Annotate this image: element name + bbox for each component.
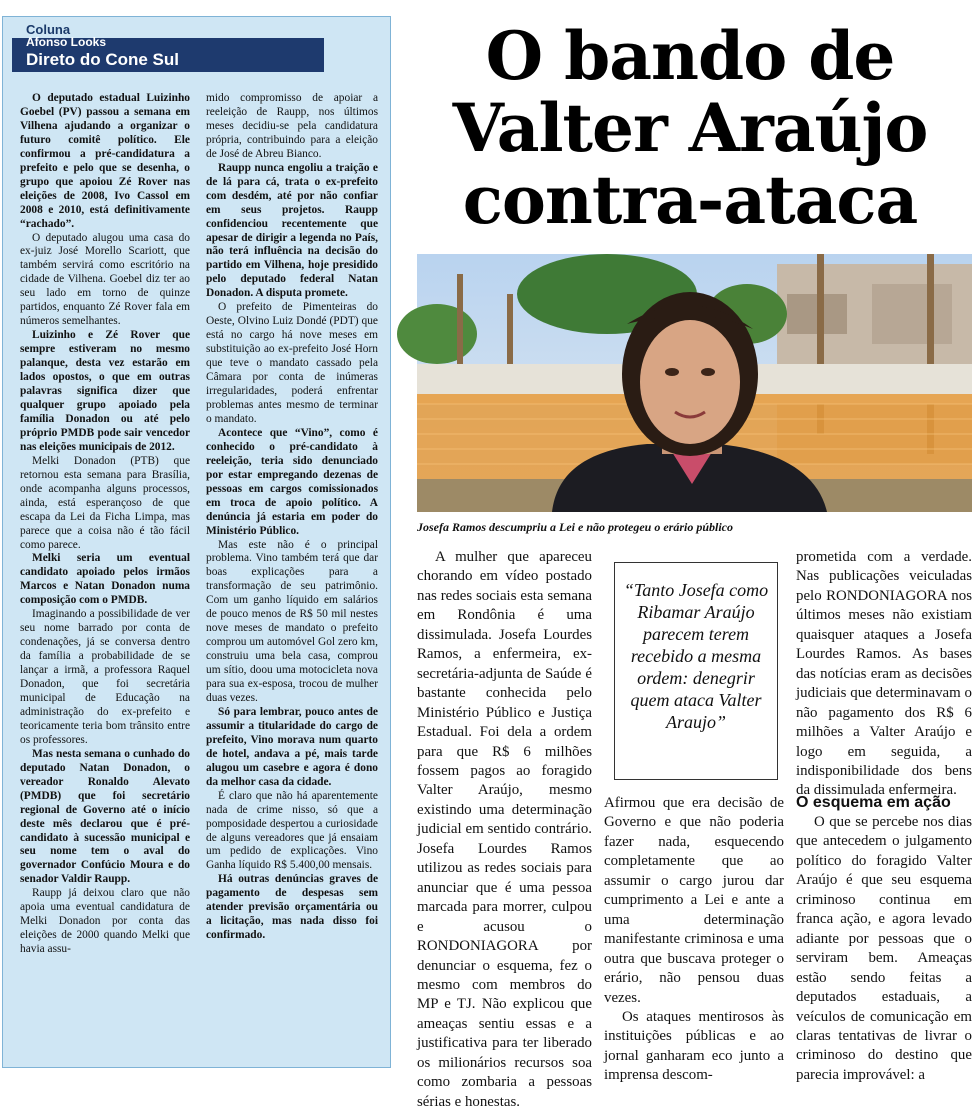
column-paragraph: Mas este não é o principal problema. Vino também terá que dar boas explicações para a transformação de seu patrimônio. Com um ganho líquido em salários de pouco menos de R$ 50 mil nestes nove meses de mandato o prefeito comprou um automóvel Gol zero km, construiu uma bela casa, comprou um sítio, doou uma motocicleta nova para sua ex-esposa, trocou de mulher duas vezes. — [206, 538, 378, 704]
article-paragraph: A mulher que apareceu chorando em vídeo postado nas redes sociais esta semana em Rondônia é uma dissimulada. Josefa Lourdes Ramos, a enfermeira, ex-secretária-adjunta de Saúde é bastante conhecida pelo Ministério Público e Justiça Estadual. Foi dela a ordem para que R$ 6 milhões fossem pagos ao foragido Valter Araújo, mesmo existindo uma determinação judicial em sentido contrário. Josefa Lourdes Ramos utilizou as redes sociais para anunciar que é uma pessoa marcada para morrer, culpou e acusou o RONDONIAGORA por denunciar o esquema, fez o mesmo com membros do MP e TJ. Não explicou que ameaças sentiu essas e a justificativa para ter liberado os milionários recursos soa como zombaria a pessoas sérias e honestas. — [417, 549, 592, 1110]
column-header — [12, 20, 324, 70]
column-paragraph: Luizinho e Zé Rover que sempre estiveram no mesmo palanque, desta vez estarão em lados opostos, o que em outras palavras significa dizer que qualquer grupo apoiado pela família Donadon ou até pelo próprio PMDB pode sair vencedor nas eleições municipais de 2012. — [20, 329, 190, 453]
column-text-left — [20, 92, 190, 957]
article-paragraph: Afirmou que era decisão de Governo e que não poderia fazer nada, esquecendo completamente que ao assumir o cargo jurou dar cumprimento a Lei e ante a uma determinação manifestante criminosa e uma outra que buscava proteger o erário, não pensou duas vezes. — [604, 795, 784, 1006]
column-paragraph: Raupp já deixou claro que não apoia uma eventual candidatura de Melki Donadon por conta das eleições de 2000 quando Melki que havia assu- — [20, 887, 190, 956]
article-paragraph: Os ataques mentirosos às instituições públicas e ao jornal ganharam eco junto a imprensa descom- — [604, 1008, 784, 1084]
article-paragraph: prometida com a verdade. Nas publicações veiculadas pelo RONDONIAGORA nos últimos meses não existiam quaisquer ataques a Josefa Lourdes Ramos. As bases das notícias eram as decisões judiciais que determinavam o não pagamento dos R$ 6 milhões a Valter Araújo e logo em seguida, a indisponibilidade dos bens da dissimulada enfermeira. — [796, 549, 972, 799]
column-author: Afonso Looks — [26, 35, 106, 49]
column-paragraph: O deputado alugou uma casa do ex-juiz José Morello Scariott, que também servirá como escritório na cidade de Vilhena. Goebel diz ter ao seu lado em torno de quinze partidos, enquanto Zé Rover fala em números semelhantes. — [20, 231, 190, 328]
headline: O bando de Valter Araújo contra-ataca — [452, 17, 928, 239]
column-paragraph: Mas nesta semana o cunhado do deputado Natan Donadon, o vereador Ronaldo Alevato (PMDB) que foi secretário regional de Governo até o início deste mês declarou que é pré-candidato à sucessão municipal e seu nome tem o aval do governador Confúcio Moura e do senador Valdir Raupp. — [20, 747, 190, 886]
column-title: Direto do Cone Sul — [26, 50, 179, 69]
column-tag: Coluna — [26, 22, 71, 37]
column-paragraph: Raupp nunca engoliu a traição e de lá para cá, trata o ex-prefeito com desdém, até por não confiar em seus projetos. Raupp confidenciou recentemente que apesar de dirigir a legenda no País, não terá influência na decisão do partido em Vilhena, hoje presidido pelo deputado federal Natan Donadon. A disputa promete. — [206, 161, 378, 300]
column-paragraph: É claro que não há aparentemente nada de crime nisso, só que a pomposidade despertou a curiosidade de alguns vereadores que já ensaiam um pedido de explicações. Vino Ganha líquido R$ 5.400,00 mensais. — [206, 789, 378, 872]
column-paragraph: O prefeito de Pimenteiras do Oeste, Olvino Luiz Dondé (PDT) que está no cargo há nove meses em substituição ao ex-prefeito José Horn que teve o mandato cassado pela Câmara por conta de inúmeras irregularidades, poderá enfrentar problemas antes mesmo de terminar o mandato. — [206, 301, 378, 425]
photo-caption: Josefa Ramos descumpriu a Lei e não protegeu o erário público — [417, 520, 733, 534]
pull-quote-text: “Tanto Josefa como Ribamar Araújo parecem terem recebido a mesma ordem: denegrir quem ataca Valter Araujo” — [623, 580, 769, 732]
column-paragraph: Há outras denúncias graves de pagamento de despesas sem atender previsão orçamentária ou a licitação, mas nada disso foi confirmado. — [206, 873, 378, 942]
column-paragraph: Só para lembrar, pouco antes de assumir a titularidade do cargo de prefeito, Vino morava num quarto de hotel, andava a pé, mais tarde alugou um casebre e agora é dono da melhor casa da cidade. — [206, 705, 378, 788]
article-column-3-continued — [796, 813, 972, 1085]
photo-josefa-ramos — [417, 254, 972, 512]
article-paragraph: O que se percebe nos dias que antecedem o julgamento político do foragido Valter Araújo é que seu esquema criminoso continua em franca ação, e agora levado adiante por pessoas que o serviram bem. Ameaças estão sendo feitas a deputados estaduais, a veículos de comunicação em claras tentativas de livrar o criminoso do destino que parecia improvável: a — [796, 814, 972, 1083]
column-paragraph: Acontece que “Vino”, como é conhecido o pré-candidato à reeleição, teria sido denunciado por estar empregando dezenas de pessoas em cargos comissionados em troca de apoio político. A denúncia já estaria em poder do Ministério Público. — [206, 426, 378, 537]
article-column-3 — [796, 548, 972, 801]
article-subheading: O esquema em ação — [796, 794, 951, 811]
pull-quote — [614, 562, 778, 780]
column-paragraph: Melki seria um eventual candidato apoiado pelos irmãos Marcos e Natan Donadon numa composição com o PMDB. — [20, 552, 190, 607]
article-column-2 — [604, 794, 784, 1086]
column-text-right — [206, 92, 378, 943]
column-paragraph: O deputado estadual Luizinho Goebel (PV) passou a semana em Vilhena ajudando a organizar o futuro comitê político. Ele confirmou a pré-candidatura a prefeito e pelo que se desenha, o grupo que apoiou Zé Rover nas eleições de 2008, Ivo Cassol em 2008 e 2010, está definitivamente “rachado”. — [20, 92, 190, 230]
column-paragraph: Imaginando a possibilidade de ver seu nome barrado por conta de condenações, já se conversa dentro da família a probabilidade de se lançar a irmã, a professora Raquel Donadon, que foi secretária municipal de Educação na administração do ex-prefeito e teoricamente teria bom trânsito entre os professores. — [20, 608, 190, 746]
column-paragraph: mido compromisso de apoiar a reeleição de Raupp, nos últimos meses decidiu-se pela candidatura própria, contribuindo para a eleição de José de Abreu Bianco. — [206, 92, 378, 160]
photo-illustration — [417, 254, 972, 512]
column-paragraph: Melki Donadon (PTB) que retornou esta semana para Brasília, onde acompanha alguns processos, ainda, está esperançoso de que escapa da Lei da Ficha Limpa, mas parece que a coisa não é tão fácil como parece. — [20, 454, 190, 551]
article-column-1 — [417, 548, 592, 1112]
